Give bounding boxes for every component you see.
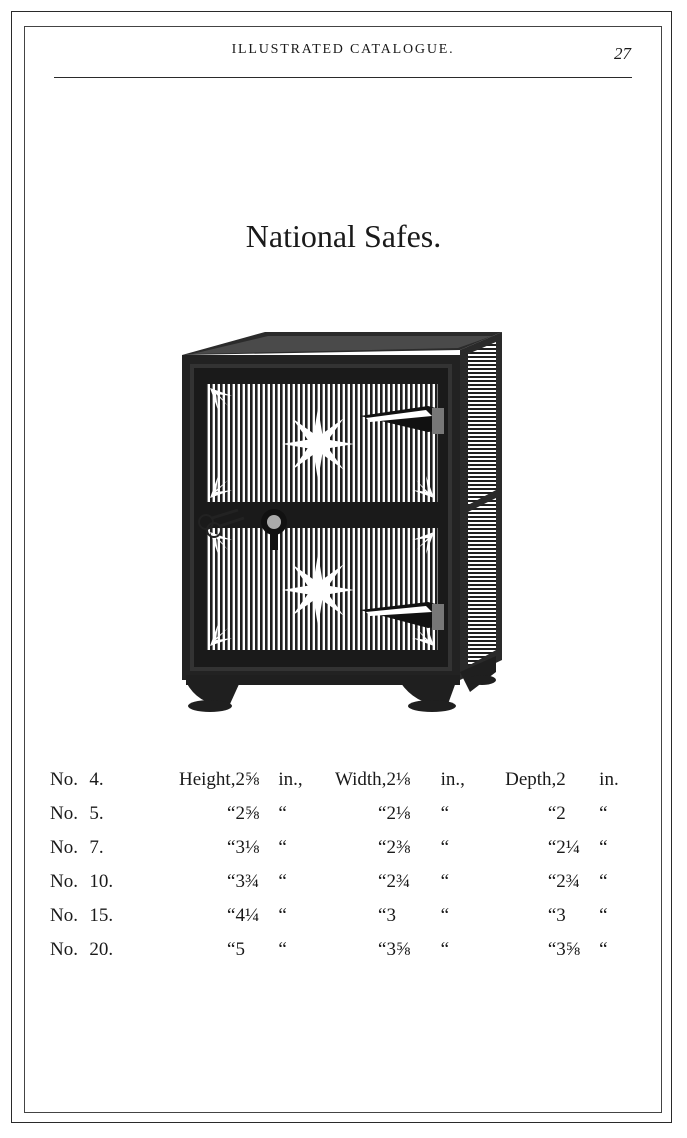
table-row: [50, 763, 640, 797]
width-value: 3⅝: [386, 939, 411, 960]
width-value: 2⅛: [386, 803, 411, 824]
height-unit-ditto: “: [278, 905, 287, 926]
page-number: 27: [614, 44, 631, 63]
running-head: ILLUSTRATED CATALOGUE.: [231, 42, 455, 57]
depth-ditto: “: [547, 837, 557, 858]
depth-unit-ditto: “: [599, 871, 608, 892]
safe-engraving: [170, 320, 510, 720]
height-value: 5: [235, 939, 245, 960]
depth-unit-ditto: “: [599, 837, 608, 858]
width-value: 2⅛: [386, 769, 411, 790]
depth-value: 2¾: [556, 871, 581, 892]
height-value: 4¼: [235, 905, 260, 926]
width-unit-ditto: “: [440, 837, 450, 858]
height-ditto: “: [227, 939, 236, 960]
no-label: No.: [50, 871, 78, 892]
table-row: [50, 899, 640, 933]
height-value: 2⅝: [235, 803, 260, 824]
height-value: 2⅝: [235, 769, 260, 790]
height-ditto: “: [227, 803, 236, 824]
depth-unit-ditto: “: [599, 905, 608, 926]
width-value: 2¾: [386, 871, 411, 892]
width-ditto: “: [378, 871, 387, 892]
width-unit-ditto: “: [440, 905, 450, 926]
table-row: [50, 797, 640, 831]
width-value: 2⅜: [386, 837, 411, 858]
width-unit-ditto: “: [440, 803, 450, 824]
table-row: [50, 831, 640, 865]
depth-unit: in.: [599, 769, 619, 790]
no-label: No.: [50, 769, 78, 790]
safe-illustration: [170, 320, 510, 724]
depth-value: 3: [556, 905, 566, 926]
width-unit: in.,: [440, 769, 465, 790]
size-table: [50, 763, 640, 967]
no-label: No.: [50, 905, 78, 926]
height-ditto: “: [227, 837, 236, 858]
height-label: Height,: [179, 769, 236, 790]
width-unit-ditto: “: [440, 871, 450, 892]
width-value: 3: [386, 905, 396, 926]
depth-value: 2: [556, 803, 566, 824]
size-number: 15.: [89, 905, 114, 926]
depth-value: 2: [556, 769, 566, 790]
depth-value: 3⅝: [556, 939, 581, 960]
table-row: [50, 933, 640, 967]
width-ditto: “: [378, 905, 387, 926]
height-value: 3¾: [235, 871, 260, 892]
height-unit-ditto: “: [278, 803, 287, 824]
height-unit-ditto: “: [278, 939, 287, 960]
page-title: National Safes.: [245, 218, 442, 254]
size-number: 7.: [89, 837, 104, 858]
height-unit: in.,: [278, 769, 303, 790]
width-unit-ditto: “: [440, 939, 450, 960]
height-unit-ditto: “: [278, 837, 287, 858]
depth-unit-ditto: “: [599, 939, 608, 960]
height-ditto: “: [227, 905, 236, 926]
depth-unit-ditto: “: [599, 803, 608, 824]
size-number: 20.: [89, 939, 114, 960]
width-ditto: “: [378, 939, 387, 960]
height-ditto: “: [227, 871, 236, 892]
depth-ditto: “: [547, 803, 557, 824]
depth-ditto: “: [547, 905, 557, 926]
height-unit-ditto: “: [278, 871, 287, 892]
size-number: 5.: [89, 803, 104, 824]
depth-label: Depth,: [505, 769, 557, 790]
width-ditto: “: [378, 837, 387, 858]
size-number: 10.: [89, 871, 114, 892]
size-number: 4.: [89, 769, 104, 790]
width-label: Width,: [334, 769, 387, 790]
height-value: 3⅛: [235, 837, 260, 858]
header-rule: [54, 77, 632, 78]
depth-ditto: “: [547, 871, 557, 892]
width-ditto: “: [378, 803, 387, 824]
depth-value: 2¼: [556, 837, 581, 858]
table-row: [50, 865, 640, 899]
no-label: No.: [50, 803, 78, 824]
no-label: No.: [50, 939, 78, 960]
depth-ditto: “: [547, 939, 557, 960]
no-label: No.: [50, 837, 78, 858]
